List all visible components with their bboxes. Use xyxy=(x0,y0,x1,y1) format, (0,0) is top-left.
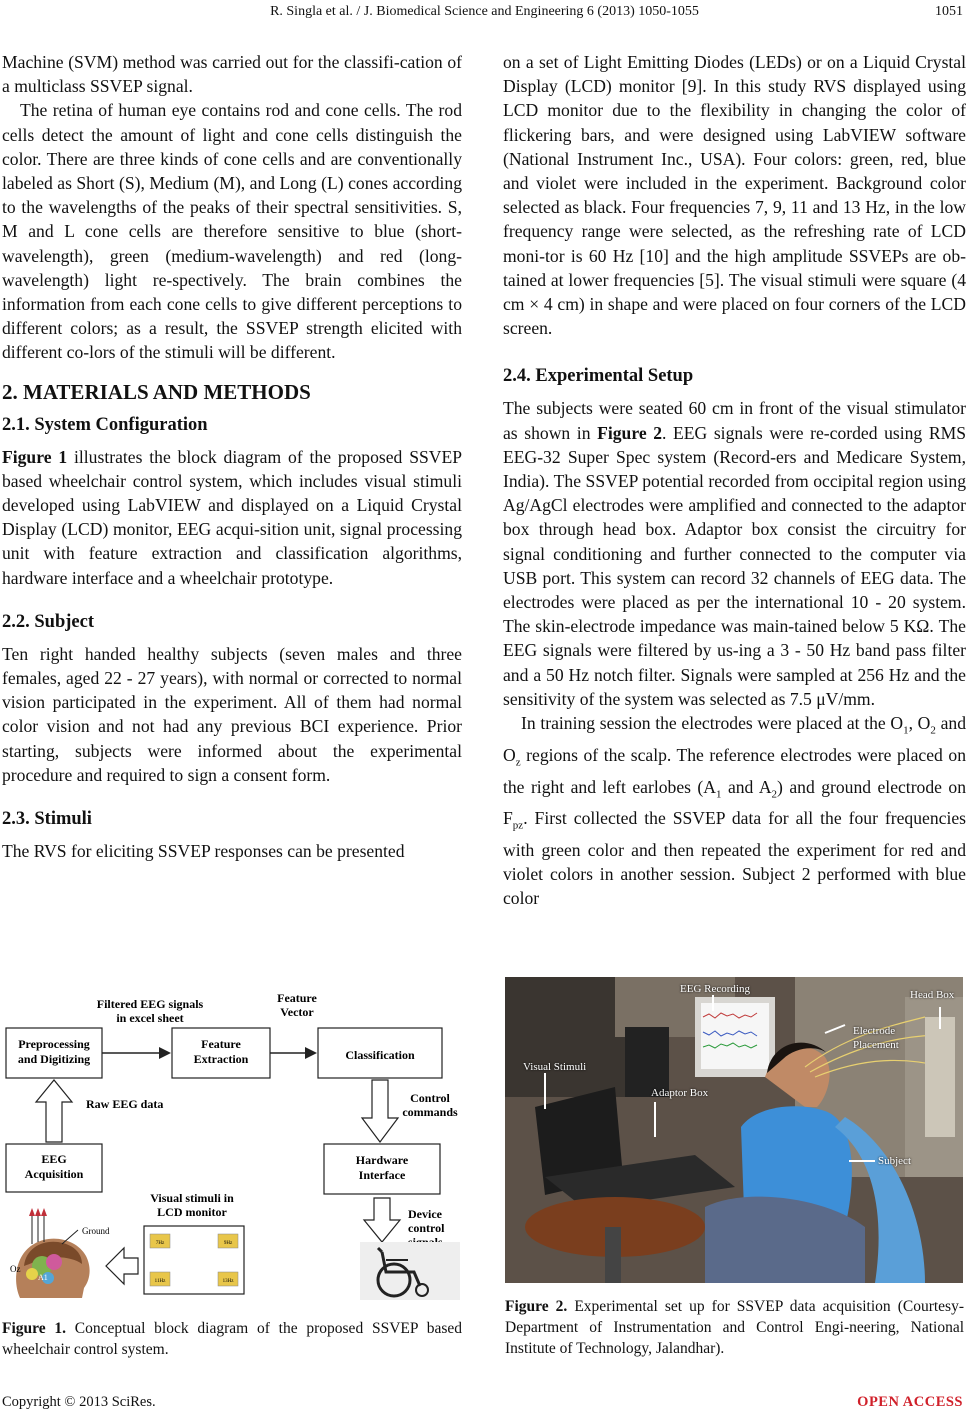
subsection-heading-stimuli: 2.3. Stimuli xyxy=(2,809,92,830)
feature-extraction-text-2: Extraction xyxy=(193,1052,249,1066)
figure-2-caption: Figure 2. Experimental set up for SSVEP data acquisition (Courtesy-Department of Instrumentation and Control Engi-neering, National Institute of Technology, Jalandhar). xyxy=(505,1298,965,1357)
figure-ref-2[interactable]: Figure 2 xyxy=(597,422,663,443)
subsection-heading-subject: 2.2. Subject xyxy=(2,611,94,632)
figure-1-caption: Figure 1. Conceptual block diagram of the proposed SSVEP based wheelchair control system. xyxy=(2,1320,462,1358)
preprocessing-text-2: and Digitizing xyxy=(17,1052,91,1066)
eeg-acquisition-text-1: EEG xyxy=(41,1152,67,1166)
subsection-heading-setup: 2.4. Experimental Setup xyxy=(503,366,694,387)
filtered-label-1: Filtered EEG signals xyxy=(96,997,204,1011)
photo-label-head-box: Head Box xyxy=(910,989,955,1001)
figure-1-diagram xyxy=(2,980,464,1300)
preprocessing-text-1: Preprocessing xyxy=(18,1037,90,1051)
paragraph-retina: The retina of human eye contains rod and cone cells. The rod cells detect the amount of light and cone cells distinguish the color. There are three kinds of cone cells and are conventionally labeled as Short (S), Medium (M), and Long (L) cones according to the wavelengths of the peaks of their spectral sensitivities. S, M and L cone cells are therefore sensitive to blue (short-wavelength), green (medium-wavelength) and red (long-wavelength) light re-spectively. The brain combines the information from each cone cells to give different perceptions to different colors; as a result, the SSVEP strength elicited with different co-lors of the stimuli will be different. xyxy=(2,100,462,363)
right-column xyxy=(503,50,966,911)
hardware-text-2: Interface xyxy=(358,1168,406,1182)
eeg-acquisition-text-2: Acquisition xyxy=(24,1167,84,1181)
open-access-badge: OPEN ACCESS xyxy=(857,1394,963,1410)
up-arrow xyxy=(36,1080,72,1142)
visual-stimuli-label-2: LCD monitor xyxy=(157,1205,227,1219)
control-label-2: commands xyxy=(402,1105,458,1119)
running-title: R. Singla et al. / J. Biomedical Science and Engineering 6 (2013) 1050-1055 xyxy=(270,4,699,19)
hardware-text-1: Hardware xyxy=(355,1153,409,1167)
raw-eeg-label: Raw EEG data xyxy=(86,1097,164,1111)
photo-label-subject: Subject xyxy=(878,1155,911,1167)
feature-vector-label-1: Feature xyxy=(277,991,317,1005)
feature-extraction-text-1: Feature xyxy=(201,1037,241,1051)
photo-label-electrode-1: Electrode xyxy=(853,1025,896,1037)
figure-ref-1[interactable]: Figure 1 xyxy=(2,446,68,467)
down-arrow-1 xyxy=(362,1080,398,1142)
photo-label-eeg-recording: EEG Recording xyxy=(680,983,750,995)
svg-text:9Hz: 9Hz xyxy=(223,1241,233,1246)
filtered-label-2: in excel sheet xyxy=(116,1011,184,1025)
subsection-heading-system: 2.1. System Configuration xyxy=(2,414,208,435)
paragraph-svm: Machine (SVM) method was carried out for the classifi-cation of a multiclass SSVEP signal. xyxy=(2,52,462,97)
control-label-1: Control xyxy=(410,1091,450,1105)
paragraph-stimuli: The RVS for eliciting SSVEP responses can be presented xyxy=(2,841,405,862)
left-arrow xyxy=(106,1248,138,1284)
svg-text:7Hz: 7Hz xyxy=(155,1241,165,1246)
wheelchair-icon xyxy=(360,1242,460,1300)
paragraph-stimuli-continued: on a set of Light Emitting Diodes (LEDs) or on a Liquid Crystal Display (LCD) monitor [9]. In this study RVS displayed using LCD monitor due to the flexibility in changing the color of flickering bars, and were designed using LabVIEW software (National Instrument Inc., USA). Four colors: green, red, blue and violet were included in the experiment. Background color selected as black. Four frequencies 7, 9, 11 and 13 Hz, in the low frequency range were selected, as the refreshing rate of LCD moni-tor is 60 Hz [10] and the high amplitude SSVEPs are ob-tained at lower frequencies [5]. The visual stimuli were square (4 cm × 4 cm) in shape and were placed on four corners of the LCD screen. xyxy=(503,52,966,339)
left-column xyxy=(2,50,462,863)
visual-stimuli-label-1: Visual stimuli in xyxy=(150,1191,234,1205)
page-number: 1051 xyxy=(935,4,963,19)
feature-vector-label-2: Vector xyxy=(280,1005,314,1019)
head-illustration xyxy=(10,1208,110,1298)
svg-text:11Hz: 11Hz xyxy=(154,1279,166,1284)
a1-label: A1 xyxy=(38,1273,48,1282)
section-heading-materials: 2. MATERIALS AND METHODS xyxy=(2,379,311,404)
photo-label-visual-stimuli: Visual Stimuli xyxy=(523,1061,587,1073)
paragraph-subject: Ten right handed healthy subjects (seven males and three females, aged 22 - 27 years), with normal or corrected to normal vision participated in the experiment. All of them had normal color vision and not had any previous BCI experience. Prior starting, subjects were informed about the experimental procedure and required to sign a consent form. xyxy=(2,643,462,785)
ground-label: Ground xyxy=(82,1226,110,1236)
paragraph-training: In training session the electrodes were placed at the $O_1$, $O_2$ and $O_z$ regions of the scalp. The reference electrodes were placed on the right and left earlobes ($A_1$ and $A_2$) and ground electrode on $F_{pz}$. First collected the SSVEP data for all the four frequencies with green color and then repeated the experiment for red and violet colors in another session. Subject 2 performed with blue color xyxy=(503,713,967,909)
device-label-2: control xyxy=(408,1221,445,1235)
figure-2-photo xyxy=(505,977,963,1283)
classification-text: Classification xyxy=(345,1048,415,1062)
paragraph-setup: The subjects were seated 60 cm in front of the visual stimulator as shown in Figure 2. EEG signals were re-corded using RMS EEG-32 Super Spec system (Record-ers and Medicare System, India). The SSVEP potential recorded from occipital region using Ag/AgCl electrodes were amplified and connected to the adaptor box through head box. Adaptor box consist the circuitry for signal conditioning and further connected to the computer via USB port. This system can record 32 channels of EEG data. The electrodes were placed as per the international 10 - 20 system. The skin-electrode impedance was main-tained below 5 KΩ. The EEG signals were filtered by us-ing a 3 - 50 Hz band pass filter and a 50 Hz notch filter. Signals were sampled at 256 Hz and the sensitivity of the system was selected as 7.5 μV/mm. xyxy=(503,398,966,709)
oz-label: Oz xyxy=(10,1264,21,1274)
block-diagram xyxy=(2,980,464,1300)
paragraph-system: Figure 1 illustrates the block diagram of the proposed SSVEP based wheelchair control system, which includes visual stimuli developed using LabVIEW and displayed on a Liquid Crystal Display (LCD) monitor, EEG acqui-sition unit, signal processing unit with feature extraction and classification algorithms, hardware interface and a wheelchair prototype. xyxy=(2,446,463,588)
running-header xyxy=(0,0,969,26)
photo-label-adaptor-box: Adaptor Box xyxy=(651,1087,709,1099)
photo-illustration xyxy=(505,977,963,1283)
copyright-text: Copyright © 2013 SciRes. xyxy=(2,1394,156,1410)
photo-label-electrode-2: Placement xyxy=(853,1039,899,1051)
device-label-1: Device xyxy=(408,1207,442,1221)
svg-text:13Hz: 13Hz xyxy=(222,1279,234,1284)
down-arrow-2 xyxy=(364,1198,400,1242)
